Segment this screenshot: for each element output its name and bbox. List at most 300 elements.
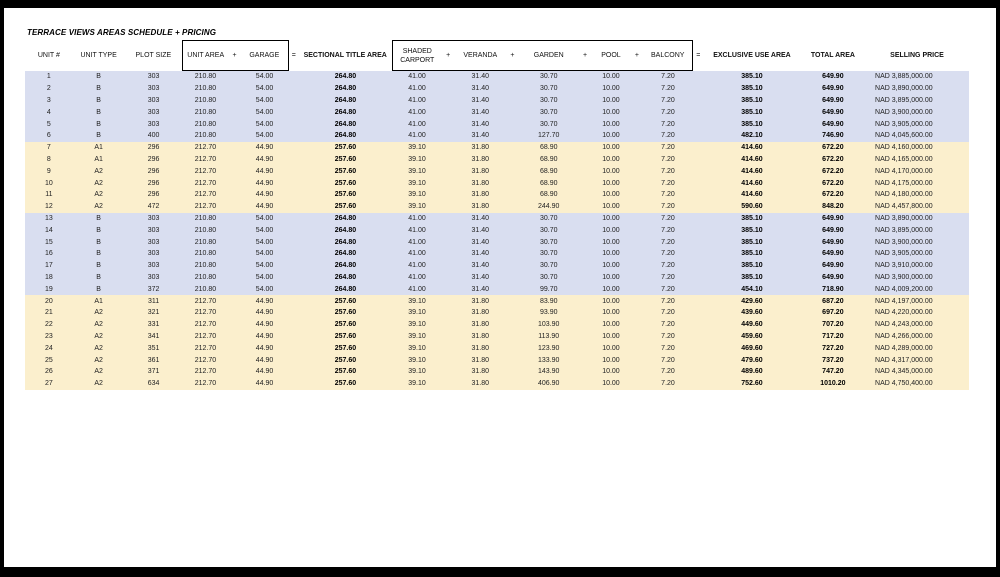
cell-veranda: 31.80 [454, 331, 506, 343]
cell-veranda: 31.40 [454, 106, 506, 118]
operator-spacer [631, 378, 643, 390]
cell-unit-type: B [73, 106, 125, 118]
cell-sectional-title-area: 264.80 [299, 236, 392, 248]
cell-plot-size: 303 [125, 224, 183, 236]
operator-spacer [288, 177, 298, 189]
cell-exclusive-use-area: 489.60 [703, 366, 801, 378]
cell-unit-no: 5 [25, 118, 73, 130]
operator-spacer [228, 307, 240, 319]
table-row [25, 83, 969, 95]
operator-spacer [442, 71, 454, 83]
operator-spacer [631, 272, 643, 284]
operator-spacer [442, 342, 454, 354]
header-unit-area: UNIT AREA [183, 41, 229, 71]
cell-pool: 10.00 [591, 307, 630, 319]
cell-unit-type: B [73, 130, 125, 142]
cell-pool: 10.00 [591, 260, 630, 272]
cell-total-area: 649.90 [801, 71, 865, 83]
cell-selling-price: NAD 3,910,000.00 [865, 260, 969, 272]
cell-unit-type: B [73, 248, 125, 260]
operator-spacer [288, 260, 298, 272]
cell-unit-type: B [73, 71, 125, 83]
header-row [25, 41, 969, 71]
cell-balcony: 7.20 [643, 142, 693, 154]
operator-spacer [631, 283, 643, 295]
cell-unit-type: A2 [73, 331, 125, 343]
cell-sectional-title-area: 257.60 [299, 342, 392, 354]
header-shaded-carport: SHADED CARPORT [392, 41, 442, 71]
cell-garage: 54.00 [241, 224, 289, 236]
operator-spacer [693, 165, 703, 177]
cell-veranda: 31.40 [454, 95, 506, 107]
cell-garden: 127.70 [519, 130, 579, 142]
cell-plot-size: 303 [125, 95, 183, 107]
operator-spacer [579, 213, 591, 225]
cell-garden: 143.90 [519, 366, 579, 378]
header-garden: GARDEN [519, 41, 579, 71]
operator-spacer [579, 106, 591, 118]
cell-unit-type: B [73, 213, 125, 225]
cell-unit-no: 25 [25, 354, 73, 366]
operator-spacer [228, 378, 240, 390]
cell-plot-size: 331 [125, 319, 183, 331]
cell-selling-price: NAD 4,750,400.00 [865, 378, 969, 390]
cell-unit-no: 23 [25, 331, 73, 343]
operator-spacer [442, 142, 454, 154]
cell-shaded-carport: 41.00 [392, 83, 442, 95]
table-row [25, 213, 969, 225]
cell-unit-no: 2 [25, 83, 73, 95]
cell-total-area: 649.90 [801, 224, 865, 236]
operator-spacer [506, 95, 518, 107]
cell-unit-no: 8 [25, 154, 73, 166]
operator-spacer [693, 224, 703, 236]
cell-plot-size: 321 [125, 307, 183, 319]
cell-unit-type: B [73, 272, 125, 284]
table-row [25, 342, 969, 354]
cell-sectional-title-area: 264.80 [299, 224, 392, 236]
header-total-area: TOTAL AREA [810, 52, 855, 59]
cell-unit-no: 6 [25, 130, 73, 142]
operator-spacer [631, 331, 643, 343]
operator-spacer [506, 142, 518, 154]
cell-shaded-carport: 41.00 [392, 283, 442, 295]
cell-plot-size: 351 [125, 342, 183, 354]
table-row [25, 295, 969, 307]
cell-garden: 30.70 [519, 236, 579, 248]
cell-garage: 54.00 [241, 130, 289, 142]
header-pool: POOL [591, 41, 630, 71]
cell-sectional-title-area: 264.80 [299, 118, 392, 130]
header-veranda: VERANDA [454, 41, 506, 71]
cell-selling-price: NAD 3,890,000.00 [865, 83, 969, 95]
plus-sign: + [442, 41, 454, 71]
operator-spacer [288, 307, 298, 319]
cell-garage: 54.00 [241, 83, 289, 95]
operator-spacer [631, 189, 643, 201]
operator-spacer [693, 189, 703, 201]
operator-spacer [693, 342, 703, 354]
cell-sectional-title-area: 264.80 [299, 283, 392, 295]
operator-spacer [506, 213, 518, 225]
cell-garden: 244.90 [519, 201, 579, 213]
cell-balcony: 7.20 [643, 165, 693, 177]
cell-garage: 44.90 [241, 331, 289, 343]
operator-spacer [579, 331, 591, 343]
cell-garden: 113.90 [519, 331, 579, 343]
cell-balcony: 7.20 [643, 177, 693, 189]
cell-veranda: 31.80 [454, 154, 506, 166]
table-row [25, 189, 969, 201]
table-row [25, 118, 969, 130]
operator-spacer [228, 118, 240, 130]
cell-total-area: 687.20 [801, 295, 865, 307]
cell-unit-type: A2 [73, 177, 125, 189]
operator-spacer [288, 95, 298, 107]
cell-total-area: 672.20 [801, 142, 865, 154]
header-selling-price: SELLING PRICE [890, 52, 944, 59]
cell-plot-size: 303 [125, 248, 183, 260]
cell-pool: 10.00 [591, 236, 630, 248]
table-row [25, 307, 969, 319]
cell-shaded-carport: 41.00 [392, 236, 442, 248]
operator-spacer [506, 106, 518, 118]
operator-spacer [631, 319, 643, 331]
operator-spacer [442, 106, 454, 118]
cell-balcony: 7.20 [643, 201, 693, 213]
cell-garden: 30.70 [519, 118, 579, 130]
cell-veranda: 31.80 [454, 201, 506, 213]
cell-unit-no: 1 [25, 71, 73, 83]
cell-shaded-carport: 39.10 [392, 189, 442, 201]
operator-spacer [693, 307, 703, 319]
operator-spacer [693, 260, 703, 272]
operator-spacer [228, 248, 240, 260]
cell-total-area: 707.20 [801, 319, 865, 331]
cell-pool: 10.00 [591, 331, 630, 343]
operator-spacer [506, 248, 518, 260]
cell-total-area: 848.20 [801, 201, 865, 213]
cell-pool: 10.00 [591, 224, 630, 236]
cell-pool: 10.00 [591, 319, 630, 331]
cell-selling-price: NAD 4,165,000.00 [865, 154, 969, 166]
operator-spacer [506, 130, 518, 142]
cell-garage: 44.90 [241, 165, 289, 177]
cell-total-area: 737.20 [801, 354, 865, 366]
cell-pool: 10.00 [591, 83, 630, 95]
cell-garage: 54.00 [241, 106, 289, 118]
cell-selling-price: NAD 4,009,200.00 [865, 283, 969, 295]
operator-spacer [579, 260, 591, 272]
operator-spacer [506, 295, 518, 307]
operator-spacer [228, 165, 240, 177]
operator-spacer [693, 236, 703, 248]
cell-unit-area: 210.80 [183, 224, 229, 236]
operator-spacer [228, 295, 240, 307]
cell-pool: 10.00 [591, 177, 630, 189]
operator-spacer [579, 283, 591, 295]
cell-garage: 54.00 [241, 213, 289, 225]
cell-veranda: 31.40 [454, 118, 506, 130]
cell-total-area: 718.90 [801, 283, 865, 295]
cell-unit-no: 24 [25, 342, 73, 354]
cell-shaded-carport: 41.00 [392, 213, 442, 225]
operator-spacer [442, 319, 454, 331]
cell-pool: 10.00 [591, 283, 630, 295]
cell-shaded-carport: 41.00 [392, 272, 442, 284]
cell-pool: 10.00 [591, 106, 630, 118]
cell-total-area: 727.20 [801, 342, 865, 354]
cell-balcony: 7.20 [643, 342, 693, 354]
operator-spacer [631, 248, 643, 260]
cell-sectional-title-area: 264.80 [299, 248, 392, 260]
operator-spacer [442, 118, 454, 130]
header-balcony: BALCONY [643, 41, 693, 71]
operator-spacer [288, 213, 298, 225]
cell-exclusive-use-area: 414.60 [703, 154, 801, 166]
cell-plot-size: 361 [125, 354, 183, 366]
header-exclusive-use-area: EXCLUSIVE USE AREA [713, 52, 791, 59]
cell-shaded-carport: 39.10 [392, 354, 442, 366]
operator-spacer [442, 283, 454, 295]
cell-total-area: 649.90 [801, 106, 865, 118]
operator-spacer [506, 307, 518, 319]
cell-garage: 44.90 [241, 342, 289, 354]
operator-spacer [579, 142, 591, 154]
cell-sectional-title-area: 264.80 [299, 272, 392, 284]
operator-spacer [579, 118, 591, 130]
operator-spacer [442, 378, 454, 390]
cell-pool: 10.00 [591, 354, 630, 366]
operator-spacer [288, 189, 298, 201]
cell-balcony: 7.20 [643, 95, 693, 107]
cell-sectional-title-area: 257.60 [299, 307, 392, 319]
operator-spacer [579, 236, 591, 248]
cell-pool: 10.00 [591, 165, 630, 177]
operator-spacer [228, 189, 240, 201]
operator-spacer [631, 118, 643, 130]
cell-pool: 10.00 [591, 201, 630, 213]
table-row [25, 378, 969, 390]
operator-spacer [228, 224, 240, 236]
equals-sign: = [291, 52, 296, 59]
spreadsheet-page [4, 8, 996, 567]
header-garage: GARAGE [241, 41, 289, 71]
operator-spacer [631, 224, 643, 236]
cell-plot-size: 303 [125, 83, 183, 95]
plus-sign: + [506, 41, 518, 71]
cell-veranda: 31.80 [454, 177, 506, 189]
cell-selling-price: NAD 3,900,000.00 [865, 106, 969, 118]
operator-spacer [228, 342, 240, 354]
operator-spacer [442, 248, 454, 260]
cell-total-area: 672.20 [801, 177, 865, 189]
operator-spacer [288, 71, 298, 83]
cell-garden: 133.90 [519, 354, 579, 366]
cell-unit-area: 212.70 [183, 378, 229, 390]
cell-plot-size: 400 [125, 130, 183, 142]
cell-unit-no: 18 [25, 272, 73, 284]
cell-selling-price: NAD 3,885,000.00 [865, 71, 969, 83]
cell-unit-area: 210.80 [183, 272, 229, 284]
cell-unit-no: 26 [25, 366, 73, 378]
operator-spacer [693, 378, 703, 390]
cell-total-area: 747.20 [801, 366, 865, 378]
cell-sectional-title-area: 257.60 [299, 319, 392, 331]
equals-sign: = [696, 52, 701, 59]
operator-spacer [631, 236, 643, 248]
operator-spacer [693, 71, 703, 83]
cell-garden: 68.90 [519, 142, 579, 154]
operator-spacer [442, 366, 454, 378]
cell-pool: 10.00 [591, 154, 630, 166]
cell-shaded-carport: 39.10 [392, 142, 442, 154]
cell-garden: 68.90 [519, 189, 579, 201]
cell-unit-area: 210.80 [183, 106, 229, 118]
table-row [25, 165, 969, 177]
operator-spacer [579, 354, 591, 366]
cell-exclusive-use-area: 479.60 [703, 354, 801, 366]
operator-spacer [631, 177, 643, 189]
cell-garage: 44.90 [241, 154, 289, 166]
operator-spacer [579, 295, 591, 307]
operator-spacer [228, 331, 240, 343]
cell-total-area: 649.90 [801, 236, 865, 248]
operator-spacer [579, 319, 591, 331]
operator-spacer [442, 331, 454, 343]
operator-spacer [579, 130, 591, 142]
cell-balcony: 7.20 [643, 106, 693, 118]
cell-garden: 68.90 [519, 165, 579, 177]
operator-spacer [442, 307, 454, 319]
cell-plot-size: 303 [125, 118, 183, 130]
cell-sectional-title-area: 264.80 [299, 130, 392, 142]
cell-plot-size: 634 [125, 378, 183, 390]
cell-plot-size: 296 [125, 165, 183, 177]
operator-spacer [228, 319, 240, 331]
cell-garage: 54.00 [241, 236, 289, 248]
operator-spacer [228, 272, 240, 284]
cell-selling-price: NAD 4,266,000.00 [865, 331, 969, 343]
operator-spacer [579, 224, 591, 236]
cell-sectional-title-area: 257.60 [299, 201, 392, 213]
operator-spacer [506, 272, 518, 284]
cell-unit-no: 3 [25, 95, 73, 107]
cell-garage: 44.90 [241, 366, 289, 378]
operator-spacer [506, 201, 518, 213]
cell-garage: 54.00 [241, 283, 289, 295]
table-row [25, 130, 969, 142]
cell-balcony: 7.20 [643, 283, 693, 295]
cell-garden: 103.90 [519, 319, 579, 331]
operator-spacer [631, 295, 643, 307]
operator-spacer [693, 295, 703, 307]
operator-spacer [228, 71, 240, 83]
cell-balcony: 7.20 [643, 319, 693, 331]
operator-spacer [506, 165, 518, 177]
cell-shaded-carport: 39.10 [392, 307, 442, 319]
cell-selling-price: NAD 3,890,000.00 [865, 213, 969, 225]
operator-spacer [442, 154, 454, 166]
operator-spacer [631, 106, 643, 118]
operator-spacer [442, 260, 454, 272]
cell-exclusive-use-area: 385.10 [703, 248, 801, 260]
cell-total-area: 649.90 [801, 95, 865, 107]
cell-unit-area: 212.70 [183, 331, 229, 343]
operator-spacer [506, 83, 518, 95]
cell-selling-price: NAD 4,289,000.00 [865, 342, 969, 354]
operator-spacer [579, 201, 591, 213]
cell-unit-no: 15 [25, 236, 73, 248]
cell-unit-type: A2 [73, 189, 125, 201]
cell-veranda: 31.80 [454, 295, 506, 307]
cell-selling-price: NAD 4,197,000.00 [865, 295, 969, 307]
operator-spacer [693, 213, 703, 225]
cell-balcony: 7.20 [643, 272, 693, 284]
table-row [25, 106, 969, 118]
operator-spacer [442, 295, 454, 307]
cell-selling-price: NAD 4,317,000.00 [865, 354, 969, 366]
operator-spacer [579, 366, 591, 378]
operator-spacer [631, 95, 643, 107]
cell-unit-area: 210.80 [183, 283, 229, 295]
cell-garden: 99.70 [519, 283, 579, 295]
operator-spacer [579, 165, 591, 177]
operator-spacer [442, 272, 454, 284]
cell-garden: 68.90 [519, 177, 579, 189]
operator-spacer [693, 319, 703, 331]
cell-unit-no: 4 [25, 106, 73, 118]
operator-spacer [693, 331, 703, 343]
cell-balcony: 7.20 [643, 378, 693, 390]
cell-unit-type: A2 [73, 307, 125, 319]
cell-selling-price: NAD 4,160,000.00 [865, 142, 969, 154]
cell-total-area: 649.90 [801, 248, 865, 260]
operator-spacer [442, 354, 454, 366]
cell-veranda: 31.40 [454, 236, 506, 248]
cell-shaded-carport: 41.00 [392, 95, 442, 107]
cell-exclusive-use-area: 385.10 [703, 224, 801, 236]
cell-total-area: 649.90 [801, 118, 865, 130]
cell-pool: 10.00 [591, 366, 630, 378]
cell-unit-type: A2 [73, 354, 125, 366]
cell-unit-no: 20 [25, 295, 73, 307]
cell-garage: 54.00 [241, 71, 289, 83]
cell-sectional-title-area: 257.60 [299, 142, 392, 154]
cell-exclusive-use-area: 454.10 [703, 283, 801, 295]
schedule-title: TERRACE VIEWS AREAS SCHEDULE + PRICING [27, 28, 217, 37]
operator-spacer [442, 224, 454, 236]
operator-spacer [506, 378, 518, 390]
operator-spacer [288, 366, 298, 378]
operator-spacer [288, 331, 298, 343]
cell-unit-area: 210.80 [183, 260, 229, 272]
operator-spacer [228, 142, 240, 154]
operator-spacer [631, 213, 643, 225]
table-body [25, 71, 969, 390]
cell-unit-area: 210.80 [183, 248, 229, 260]
cell-veranda: 31.80 [454, 189, 506, 201]
cell-pool: 10.00 [591, 295, 630, 307]
cell-veranda: 31.80 [454, 354, 506, 366]
operator-spacer [506, 331, 518, 343]
cell-veranda: 31.40 [454, 130, 506, 142]
cell-unit-no: 22 [25, 319, 73, 331]
cell-garden: 30.70 [519, 272, 579, 284]
cell-sectional-title-area: 257.60 [299, 378, 392, 390]
cell-unit-no: 21 [25, 307, 73, 319]
cell-pool: 10.00 [591, 248, 630, 260]
